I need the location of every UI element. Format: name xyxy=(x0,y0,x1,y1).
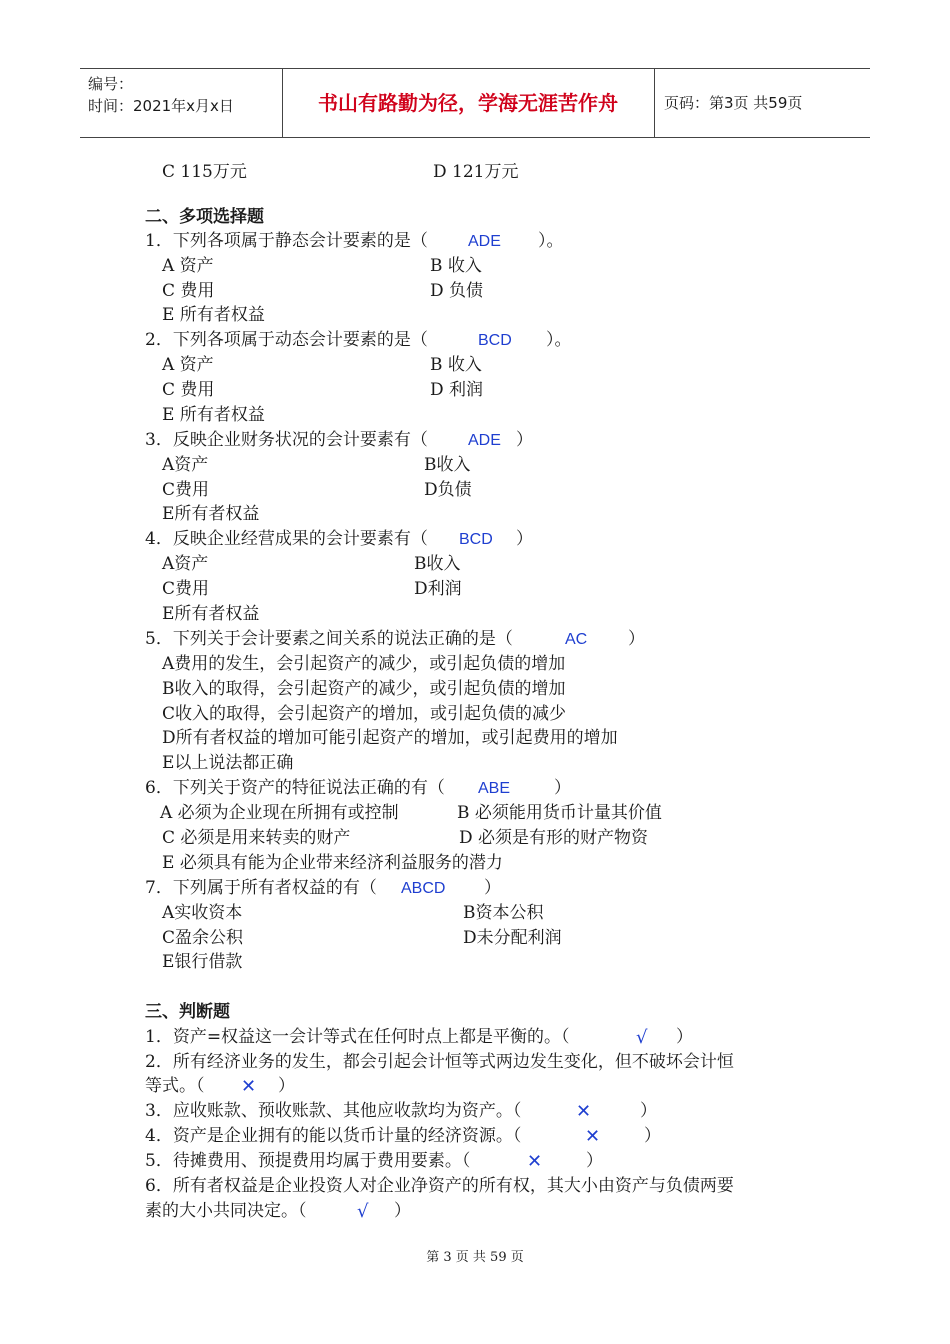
option-b: B 收入 xyxy=(430,355,482,375)
option-e: E 必须具有能为企业带来经济利益服务的潜力 xyxy=(162,853,503,873)
paren-close: ）。 xyxy=(538,231,564,251)
question-stem: 5．待摊费用、预提费用均属于费用要素。（ xyxy=(145,1151,471,1171)
option-row xyxy=(0,926,950,951)
option-c: C 费用 xyxy=(162,380,215,400)
cross-icon: ✕ xyxy=(241,1076,257,1097)
option-row xyxy=(0,279,950,304)
page-footer: 第 3 页 共 59 页 xyxy=(426,1250,524,1265)
answer: AC xyxy=(565,631,588,648)
question-6 xyxy=(0,776,950,801)
question-stem: 3．反映企业财务状况的会计要素有（ xyxy=(145,430,428,450)
option-a: A 必须为企业现在所拥有或控制 xyxy=(160,803,399,823)
paren-close: ） xyxy=(640,1101,657,1121)
judge-5 xyxy=(0,1149,950,1174)
option-c: C费用 xyxy=(162,480,210,500)
option-a: A资产 xyxy=(162,554,209,574)
paren-close: ） xyxy=(644,1126,661,1146)
number-label: 编号： xyxy=(88,75,134,93)
question-5 xyxy=(0,627,950,652)
paren-close: ） xyxy=(676,1027,693,1047)
option-d: D所有者权益的增加可能引起资产的增加，或引起费用的增加 xyxy=(162,728,618,748)
option-b: B 必须能用货币计量其价值 xyxy=(457,803,662,823)
option-row xyxy=(0,254,950,279)
option-c: C费用 xyxy=(162,579,210,599)
page-header xyxy=(80,68,870,138)
section-title: 三、判断题 xyxy=(145,1002,230,1022)
paren-close: ） xyxy=(628,629,645,649)
question-stem: 2．下列各项属于动态会计要素的是（ xyxy=(145,330,428,350)
option-d: D 121万元 xyxy=(433,162,519,182)
option-d: D利润 xyxy=(414,579,462,599)
prev-options xyxy=(0,160,950,185)
option-e: E所有者权益 xyxy=(162,504,260,524)
judge-1 xyxy=(0,1025,950,1050)
option-row xyxy=(0,826,950,851)
paren-close: ） xyxy=(586,1151,603,1171)
answer: BCD xyxy=(459,531,493,548)
judge-2 xyxy=(0,1074,950,1099)
question-2 xyxy=(0,328,950,353)
option-b: B收入的取得，会引起资产的减少，或引起负债的增加 xyxy=(162,679,566,699)
option-c: C 115万元 xyxy=(162,162,247,182)
option-row xyxy=(0,353,950,378)
option-c: C盈余公积 xyxy=(162,928,244,948)
option-d: D负债 xyxy=(424,480,472,500)
option-row xyxy=(0,801,950,826)
question-stem: 1．资产=权益这一会计等式在任何时点上都是平衡的。（ xyxy=(145,1027,570,1047)
judge-3 xyxy=(0,1099,950,1124)
paren-close: ） xyxy=(554,778,571,798)
question-3 xyxy=(0,428,950,453)
paren-close: ） xyxy=(516,430,533,450)
header-meta xyxy=(88,73,234,117)
judge-4 xyxy=(0,1124,950,1149)
header-motto: 书山有路勤为径，学海无涯苦作舟 xyxy=(318,91,618,115)
cross-icon: ✕ xyxy=(527,1151,543,1172)
option-row xyxy=(0,453,950,478)
paren-close: ）。 xyxy=(546,330,572,350)
option-d: D 必须是有形的财产物资 xyxy=(459,828,649,848)
judge-6 xyxy=(0,1199,950,1224)
option-row xyxy=(0,901,950,926)
question-stem: 4．资产是企业拥有的能以货币计量的经济资源。（ xyxy=(145,1126,522,1146)
question-4 xyxy=(0,527,950,552)
question-stem: 6．下列关于资产的特征说法正确的有（ xyxy=(145,778,445,798)
paren-close: ） xyxy=(484,878,501,898)
paren-close: ） xyxy=(516,529,533,549)
divider xyxy=(654,69,655,137)
option-c: C收入的取得，会引起资产的增加，或引起负债的减少 xyxy=(162,704,567,724)
question-stem-cont: 等式。（ xyxy=(145,1076,205,1096)
option-a: A资产 xyxy=(162,455,209,475)
answer: ADE xyxy=(468,432,501,449)
cross-icon: ✕ xyxy=(585,1126,601,1147)
option-row xyxy=(0,552,950,577)
question-stem: 3．应收账款、预收账款、其他应收款均为资产。（ xyxy=(145,1101,522,1121)
option-a: A 资产 xyxy=(162,355,214,375)
option-row xyxy=(0,378,950,403)
option-a: A费用的发生，会引起资产的减少，或引起负债的增加 xyxy=(162,654,566,674)
option-e: E银行借款 xyxy=(162,952,243,972)
question-stem: 1．下列各项属于静态会计要素的是（ xyxy=(145,231,428,251)
answer: ABE xyxy=(478,780,511,797)
page-info: 页码：第3页 共59页 xyxy=(664,94,803,112)
option-b: B 收入 xyxy=(430,256,482,276)
question-stem: 4．反映企业经营成果的会计要素有（ xyxy=(145,529,428,549)
option-a: A实收资本 xyxy=(162,903,243,923)
option-e: E 所有者权益 xyxy=(162,405,265,425)
paren-close: ） xyxy=(394,1201,411,1221)
section-title: 二、多项选择题 xyxy=(145,207,264,227)
option-row xyxy=(0,577,950,602)
answer: ABCD xyxy=(401,880,446,897)
option-b: B收入 xyxy=(414,554,461,574)
judge-6-stem: 6．所有者权益是企业投资人对企业净资产的所有权，其大小由资产与负债两要 xyxy=(145,1176,734,1196)
option-b: B收入 xyxy=(424,455,471,475)
time-label: 时间：2021年x月x日 xyxy=(88,97,234,115)
question-stem-cont: 素的大小共同决定。（ xyxy=(145,1201,307,1221)
cross-icon: ✕ xyxy=(576,1101,592,1122)
check-icon: √ xyxy=(636,1027,648,1048)
option-d: D 利润 xyxy=(430,380,484,400)
paren-close: ） xyxy=(278,1076,295,1096)
question-1 xyxy=(0,229,950,254)
question-7 xyxy=(0,876,950,901)
option-d: D未分配利润 xyxy=(463,928,562,948)
option-e: E以上说法都正确 xyxy=(162,753,294,773)
answer: BCD xyxy=(478,332,512,349)
option-c: C 必须是用来转卖的财产 xyxy=(162,828,351,848)
question-stem: 7．下列属于所有者权益的有（ xyxy=(145,878,377,898)
answer: ADE xyxy=(468,233,501,250)
question-stem: 5．下列关于会计要素之间关系的说法正确的是（ xyxy=(145,629,513,649)
option-c: C 费用 xyxy=(162,281,215,301)
option-e: E所有者权益 xyxy=(162,604,260,624)
check-icon: √ xyxy=(357,1201,369,1222)
option-a: A 资产 xyxy=(162,256,214,276)
option-d: D 负债 xyxy=(430,281,484,301)
option-e: E 所有者权益 xyxy=(162,305,265,325)
option-row xyxy=(0,478,950,503)
option-b: B资本公积 xyxy=(463,903,544,923)
judge-2-stem: 2．所有经济业务的发生，都会引起会计恒等式两边发生变化，但不破坏会计恒 xyxy=(145,1052,734,1072)
